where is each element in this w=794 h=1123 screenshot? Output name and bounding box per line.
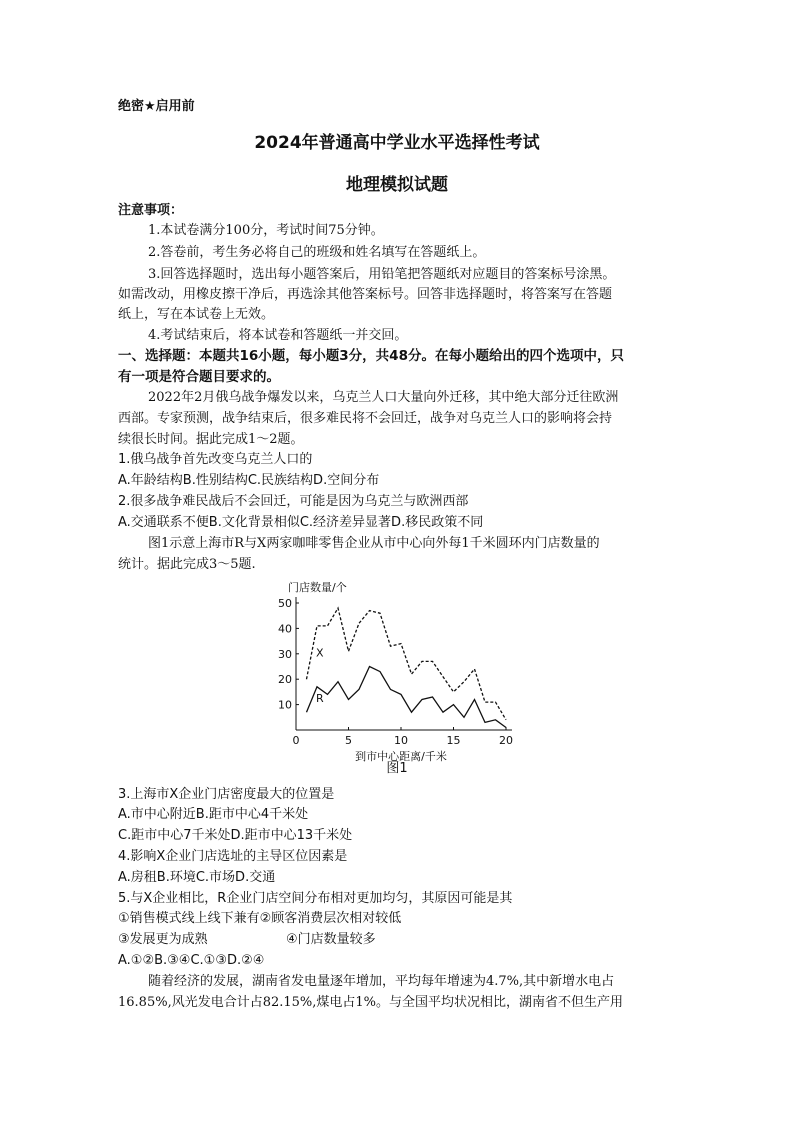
notice-item: 2.答卷前，考生务必将自己的班级和姓名填写在答题纸上。 (148, 245, 486, 260)
passage-text: 续很长时间。据此完成1～2题。 (118, 432, 304, 447)
question-items: ④门店数量较多 (286, 932, 376, 947)
y-tick-label: 10 (278, 698, 292, 712)
notice-item: 4.考试结束后，将本试卷和答题纸一并交回。 (148, 328, 408, 343)
question-items: ③发展更为成熟 (118, 932, 208, 947)
passage-text: 16.85%,风光发电合计占82.15%,煤电占1%。与全国平均状况相比，湖南省不但生产用 (118, 995, 624, 1010)
notice-item: 1.本试卷满分100分，考试时间75分钟。 (148, 223, 384, 238)
passage-text: 统计。据此完成3～5题. (118, 557, 256, 572)
secret-label: 绝密★启用前 (118, 99, 195, 114)
x-tick-label: 10 (394, 734, 408, 747)
store-count-line-chart (270, 578, 530, 778)
question-items: ①销售模式线上线下兼有②顾客消费层次相对较低 (118, 911, 402, 926)
passage-text: 2022年2月俄乌战争爆发以来，乌克兰人口大量向外迁移，其中绝大部分迁往欧洲 (148, 390, 619, 405)
exam-title: 2024年普通高中学业水平选择性考试 (254, 133, 540, 153)
question-options: A.交通联系不便B.文化背景相似C.经济差异显著D.移民政策不同 (118, 515, 484, 530)
section-heading: 有一项是符合题目要求的。 (118, 369, 280, 385)
x-tick-label: 5 (345, 734, 352, 747)
passage-text: 西部。专家预测，战争结束后，很多难民将不会回迁，战争对乌克兰人口的影响将会持 (118, 411, 613, 426)
question-stem: 1.俄乌战争首先改变乌克兰人口的 (118, 452, 313, 467)
question-stem: 5.与X企业相比，R企业门店空间分布相对更加均匀，其原因可能是其 (118, 891, 513, 906)
figure-caption: 图1 (386, 761, 408, 776)
x-tick-label: 0 (292, 734, 300, 747)
question-options: A.①②B.③④C.①③D.②④ (118, 953, 265, 968)
series-label-r: R (315, 692, 324, 706)
y-tick-label: 50 (278, 597, 292, 610)
notice-item: 纸上，写在本试卷上无效。 (118, 307, 275, 322)
question-stem: 2.很多战争难民战后不会回迁，可能是因为乌克兰与欧洲西部 (118, 494, 469, 509)
question-stem: 3.上海市X企业门店密度最大的位置是 (118, 787, 335, 802)
question-options: C.距市中心7千米处D.距市中心13千米处 (118, 828, 353, 843)
x-tick-label: 15 (446, 734, 461, 747)
passage-text: 随着经济的发展，湖南省发电量逐年增加，平均每年增速为4.7%,其中新增水电占 (148, 974, 615, 989)
notice-item: 3.回答选择题时，选出每小题答案后，用铅笔把答题纸对应题目的答案标号涂黑。 (148, 267, 616, 282)
exam-subtitle: 地理模拟试题 (346, 175, 448, 195)
series-label-x: X (315, 646, 324, 660)
y-tick-label: 40 (278, 622, 292, 636)
question-options: A.年龄结构B.性别结构C.民族结构D.空间分布 (118, 473, 380, 488)
x-axis-label: 到市中心距离/千米 (355, 750, 447, 763)
passage-text: 图1示意上海市R与X两家咖啡零售企业从市中心向外每1千米圆环内门店数量的 (148, 536, 600, 551)
question-options: A.房租B.环境C.市场D.交通 (118, 870, 276, 885)
notice-heading: 注意事项： (118, 203, 184, 218)
section-heading: 一、选择题：本题共16小题，每小题3分，共48分。在每小题给出的四个选项中，只 (118, 348, 624, 364)
question-options: A.市中心附近B.距市中心4千米处 (118, 807, 309, 822)
x-tick-label: 20 (499, 734, 513, 747)
question-stem: 4.影响X企业门店选址的主导区位因素是 (118, 849, 348, 864)
y-axis-label: 门店数量/个 (288, 581, 347, 594)
notice-item: 如需改动，用橡皮擦干净后，再选涂其他答案标号。回答非选择题时，将答案写在答题 (118, 287, 613, 302)
y-tick-label: 20 (278, 673, 292, 687)
y-tick-label: 30 (278, 647, 292, 661)
